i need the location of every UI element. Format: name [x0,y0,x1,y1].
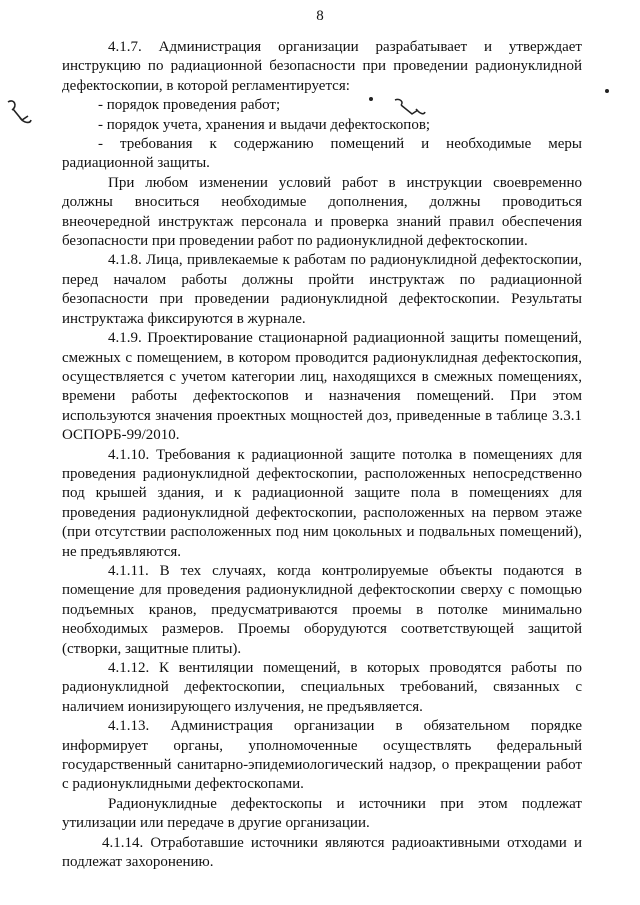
paragraph-4-1-8: 4.1.8. Лица, привлекаемые к работам по радионуклидной дефектоскопии, перед началом работы должны пройти инструктаж по радиационной безопасности при проведении радионуклидной дефектоскопии. Результаты инструктажа фиксируются в журнале. [62,252,582,327]
paragraph-4-1-14: 4.1.14. Отработавшие источники являются радиоактивными отходами и подлежат захоронению. [62,834,582,871]
document-body [62,38,582,872]
paragraph-4-1-11: 4.1.11. В тех случаях, когда контролируемые объекты подаются в помещение для проведения радионуклидной дефектоскопии сверху с помощью подъемных кранов, предусматриваются проемы в потолке минимально необходимых размеров. Проемы оборудуются соответствующей защитой (створки, защитные плиты). [62,562,582,657]
list-item: - требования к содержанию помещений и необходимые меры радиационной защиты. [62,136,582,172]
paragraph: При любом изменении условий работ в инструкции своевременно должны вноситься необходимые дополнения, должны проводиться внеочередной инструктаж персонала и проверка знаний правил обеспечения безопасности при проведении работ по радионуклидной дефектоскопии. [62,174,582,250]
paragraph: Радионуклидные дефектоскопы и источники при этом подлежат утилизации или передаче в другие организации. [62,795,582,832]
paragraph-4-1-10: 4.1.10. Требования к радиационной защите потолка в помещениях для проведения радионуклидной дефектоскопии, расположенных непосредственно под крышей здания, и к радиационной защите пола в помещениях для проведения радионуклидной дефектоскопии, расположенных на первом этаже (при отсутствии расположенных под ним цокольных и подвальных помещений), не предъявляются. [62,446,582,560]
paragraph-4-1-13: 4.1.13. Администрация организации в обязательном порядке информирует органы, уполномоченные осуществлять федеральный государственный санитарно-эпидемиологический надзор, о прекращении работ с радионуклидными дефектоскопами. [62,718,582,793]
paragraph-4-1-7: 4.1.7. Администрация организации разрабатывает и утверждает инструкцию по радиационной безопасности при проведении радионуклидной дефектоскопии, в которой регламентируется: [62,39,582,94]
page-number: 8 [316,8,324,24]
list-item: - порядок проведения работ; [98,97,281,114]
list-item: - порядок учета, хранения и выдачи дефектоскопов; [98,116,431,133]
margin-check-mark [4,96,34,128]
paragraph-4-1-9: 4.1.9. Проектирование стационарной радиационной защиты помещений, смежных с помещением, в котором проводится радионуклидная дефектоскопия, осуществляется с учетом категории лиц, находящихся в смежных помещениях, времени работы дефектоскопов и назначения помещений. При этом используются значения проектных мощностей доз, приведенные в таблице 3.3.1 ОСПОРБ-99/2010. [62,330,582,444]
ink-dot [604,88,610,94]
paragraph-4-1-12: 4.1.12. К вентиляции помещений, в которых проводятся работы по радионуклидной дефектоскопии, специальных требований, связанных с наличием ионизирующего излучения, не предъявляется. [62,660,582,715]
